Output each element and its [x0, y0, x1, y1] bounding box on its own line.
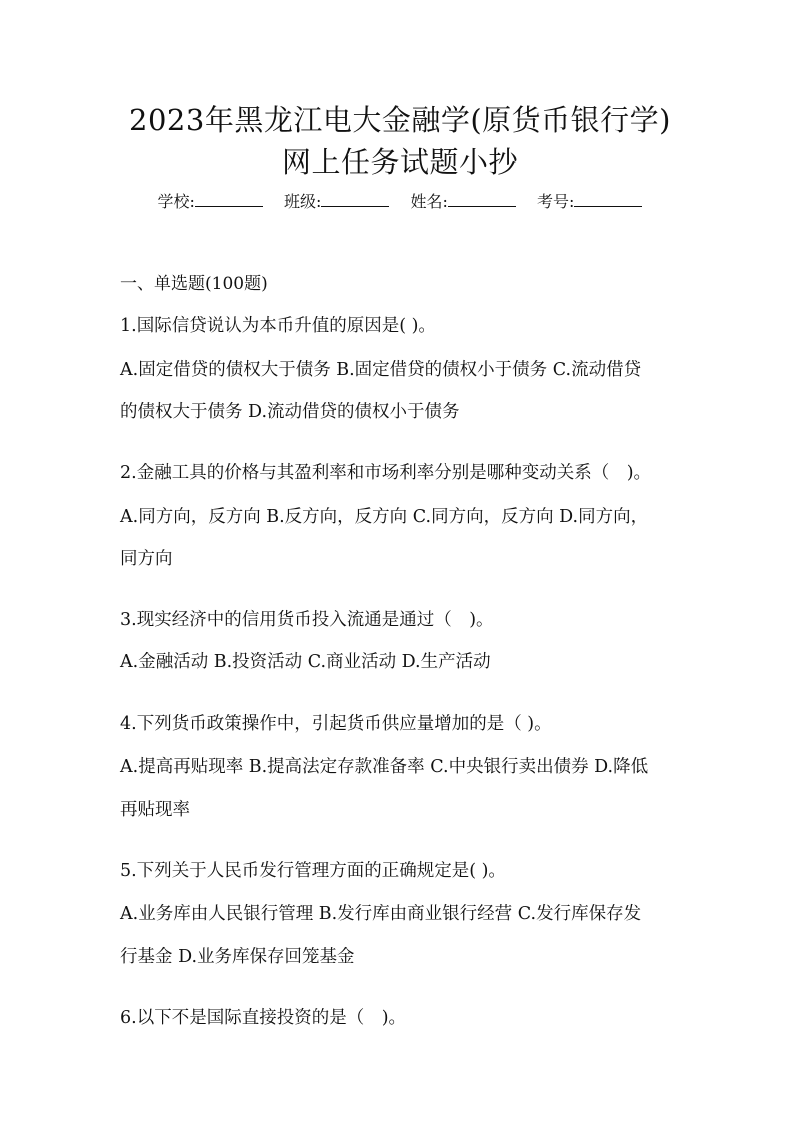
number-field	[537, 192, 642, 211]
class-label: 班级:	[284, 192, 322, 211]
name-label: 姓名:	[410, 192, 448, 211]
question-3-options-line-1: A.金融活动 B.投资活动 C.商业活动 D.生产活动	[120, 652, 491, 672]
question-2-stem: 2.金融工具的价格与其盈利率和市场利率分别是哪种变动关系（ )。	[120, 463, 652, 483]
class-blank	[321, 192, 389, 207]
question-1-options-line-2: 的债权大于债务 D.流动借贷的债权小于债务	[120, 402, 460, 422]
question-1-stem: 1.国际信贷说认为本币升值的原因是( )。	[120, 316, 436, 336]
question-5-options-line-2: 行基金 D.业务库保存回笼基金	[120, 947, 355, 967]
document-title-line-1: 2023年黑龙江电大金融学(原货币银行学)	[129, 103, 671, 137]
question-4-options-line-2: 再贴现率	[120, 800, 190, 820]
question-6-stem: 6.以下不是国际直接投资的是（ )。	[120, 1008, 407, 1028]
name-field	[411, 192, 516, 211]
number-blank	[574, 192, 642, 207]
school-field	[158, 192, 263, 211]
question-2-options-line-1: A.同方向，反方向 B.反方向，反方向 C.同方向，反方向 D.同方向，	[120, 507, 649, 527]
name-blank	[448, 192, 516, 207]
section-heading: 一、单选题(100题)	[120, 274, 268, 294]
document-title-line-2: 网上任务试题小抄	[281, 145, 518, 179]
class-field	[284, 192, 389, 211]
question-2-options-line-2: 同方向	[120, 549, 173, 569]
question-3-stem: 3.现实经济中的信用货币投入流通是通过（ )。	[120, 610, 494, 630]
question-5-stem: 5.下列关于人民币发行管理方面的正确规定是( )。	[120, 861, 506, 881]
student-info-row	[0, 190, 800, 214]
school-blank	[195, 192, 263, 207]
school-label: 学校:	[157, 192, 195, 211]
question-1-options-line-1: A.固定借贷的债权大于债务 B.固定借贷的债权小于债务 C.流动借贷	[120, 360, 642, 380]
number-label: 考号:	[537, 192, 575, 211]
question-5-options-line-1: A.业务库由人民银行管理 B.发行库由商业银行经营 C.发行库保存发	[120, 904, 642, 924]
question-4-stem: 4.下列货币政策操作中，引起货币供应量增加的是（ )。	[120, 714, 552, 734]
question-4-options-line-1: A.提高再贴现率 B.提高法定存款准备率 C.中央银行卖出债券 D.降低	[120, 757, 649, 777]
